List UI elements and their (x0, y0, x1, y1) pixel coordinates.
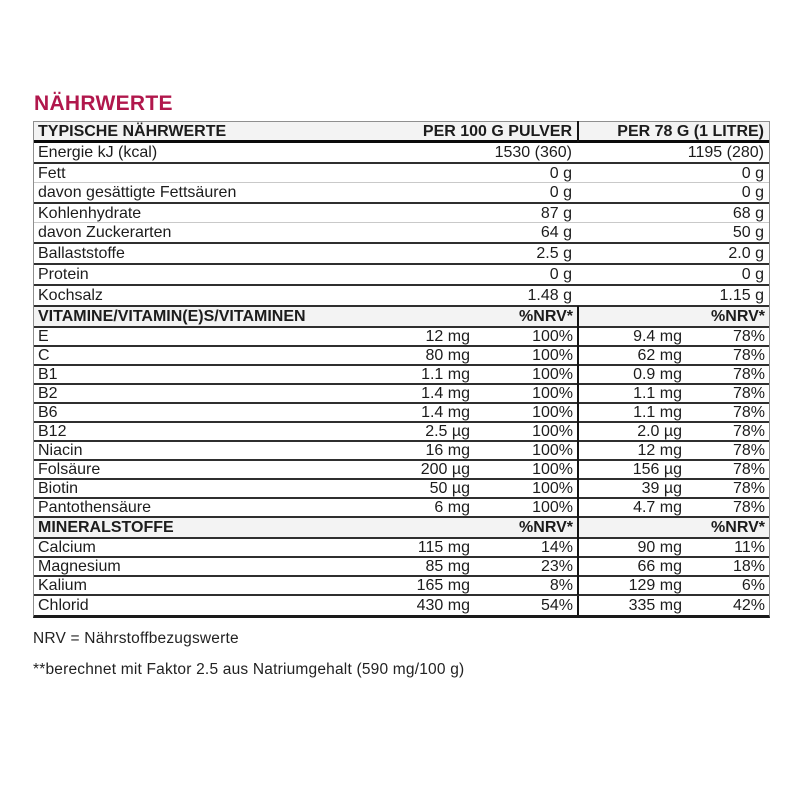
nrv-per-78g: 11% (734, 539, 765, 556)
value-per-100g: 87 g (540, 204, 572, 222)
amount-per-78g: 9.4 mg (577, 327, 687, 346)
amount-per-100g: 6 mg (434, 499, 470, 516)
nutrient-label: Ballaststoffe (38, 245, 125, 262)
minerals-section-header (34, 518, 769, 539)
amount-per-78g: 12 mg (577, 441, 687, 460)
nrv-per-100g: 23% (540, 558, 573, 575)
nrv-per-100g: 100% (532, 423, 573, 440)
nrv-per-78g: 6% (741, 577, 765, 594)
value-per-78g: 0 g (741, 266, 764, 283)
nutrient-group (34, 265, 769, 286)
amount-per-78g: 335 mg (577, 596, 687, 615)
vitamins-section-label: VITAMINE/VITAMIN(E)S/VITAMINEN (38, 308, 306, 325)
amount-per-100g: 50 µg (429, 480, 470, 497)
nrv-per-100g: 100% (532, 499, 573, 516)
minerals-rows (34, 539, 769, 615)
nutrient-row (34, 143, 769, 162)
value-per-78g: 0 g (741, 164, 764, 182)
nutrient-group (34, 143, 769, 164)
value-per-100g: 1.48 g (527, 287, 572, 304)
nutrient-row (34, 265, 769, 284)
amount-per-78g: 129 mg (577, 576, 687, 595)
vitamin-label: B2 (38, 385, 58, 402)
header-col-nutrients: TYPISCHE NÄHRWERTE (38, 122, 227, 140)
nutrient-label: davon gesättigte Fettsäuren (38, 184, 237, 201)
vitamin-row (34, 328, 769, 347)
vitamins-rows (34, 328, 769, 518)
nrv-per-78g: 78% (732, 442, 765, 459)
amount-per-100g: 1.4 mg (421, 385, 470, 402)
vitamin-label: B6 (38, 404, 58, 421)
nutrition-table (33, 121, 770, 618)
value-per-78g: 2.0 g (728, 245, 764, 262)
amount-per-78g: 90 mg (577, 538, 687, 557)
value-per-78g: 68 g (732, 204, 764, 222)
amount-per-78g: 39 µg (577, 479, 687, 498)
nrv-per-100g: 100% (532, 480, 573, 497)
vitamin-label: B12 (38, 423, 67, 440)
nutrient-label: Energie kJ (kcal) (38, 144, 158, 161)
mineral-row (34, 596, 769, 615)
nrv-per-100g: 100% (532, 328, 573, 345)
amount-per-100g: 16 mg (425, 442, 470, 459)
nrv-per-78g: 78% (732, 347, 765, 364)
vitamin-row (34, 385, 769, 404)
vitamin-row (34, 499, 769, 518)
nrv-per-78g: 78% (732, 423, 765, 440)
nutrient-label: Fett (38, 164, 66, 182)
nutrient-row (34, 183, 769, 202)
minerals-section-label: MINERALSTOFFE (38, 519, 174, 536)
vitamin-label: Biotin (38, 480, 79, 497)
amount-per-100g: 115 mg (417, 539, 470, 556)
vitamin-label: E (38, 328, 49, 345)
nrv-per-100g: 100% (532, 347, 573, 364)
vitamin-row (34, 347, 769, 366)
page-title: NÄHRWERTE (34, 92, 173, 115)
nrv-per-100g: 100% (532, 385, 573, 402)
nutrient-group (34, 286, 769, 307)
basic-nutrients-section (34, 143, 769, 307)
nrv-per-78g: 78% (732, 499, 765, 516)
amount-per-78g: 1.1 mg (577, 403, 687, 422)
nrv-per-78g: 42% (732, 597, 765, 614)
value-per-78g: 1.15 g (719, 287, 764, 304)
table-header-row (34, 122, 769, 143)
value-per-78g: 50 g (732, 224, 764, 241)
amount-per-78g: 2.0 µg (577, 422, 687, 441)
nutrient-label: Kochsalz (38, 287, 103, 304)
vitamin-label: Niacin (38, 442, 83, 459)
mineral-row (34, 558, 769, 577)
amount-per-78g: 4.7 mg (577, 498, 687, 517)
nrv-header-per-78g: %NRV* (577, 306, 769, 327)
nutrient-row (34, 286, 769, 305)
vitamin-row (34, 404, 769, 423)
nrv-per-78g: 78% (732, 328, 765, 345)
amount-per-100g: 200 µg (420, 461, 470, 478)
amount-per-78g: 66 mg (577, 557, 687, 576)
amount-per-100g: 85 mg (425, 558, 470, 575)
vitamin-row (34, 461, 769, 480)
vitamin-row (34, 480, 769, 499)
value-per-100g: 0 g (549, 184, 572, 201)
header-col-per-100g: PER 100 G PULVER (422, 122, 572, 140)
nrv-per-78g: 78% (732, 480, 765, 497)
amount-per-100g: 430 mg (416, 597, 470, 614)
vitamin-label: B1 (38, 366, 58, 383)
vitamins-section-header (34, 307, 769, 328)
value-per-78g: 0 g (741, 184, 764, 201)
amount-per-100g: 1.4 mg (421, 404, 470, 421)
vitamin-label: Folsäure (38, 461, 101, 478)
value-per-78g: 1195 (280) (687, 144, 764, 161)
nrv-per-100g: 100% (532, 366, 573, 383)
amount-per-78g: 1.1 mg (577, 384, 687, 403)
amount-per-100g: 80 mg (425, 347, 470, 364)
nrv-per-100g: 14% (540, 539, 573, 556)
amount-per-78g: 156 µg (577, 460, 687, 479)
vitamin-row (34, 423, 769, 442)
mineral-row (34, 539, 769, 558)
nrv-per-100g: 8% (549, 577, 573, 594)
nrv-per-100g: 100% (532, 442, 573, 459)
nutrient-group (34, 164, 769, 204)
amount-per-100g: 12 mg (425, 328, 470, 345)
nutrient-label: Kohlenhydrate (38, 204, 142, 222)
nutrient-row (34, 164, 769, 183)
mineral-label: Kalium (38, 577, 87, 594)
mineral-label: Magnesium (38, 558, 121, 575)
nutrient-row (34, 244, 769, 263)
header-col-per-78g: PER 78 G (1 LITRE) (577, 121, 769, 142)
nrv-per-78g: 18% (732, 558, 765, 575)
nrv-header-per-100g: %NRV* (519, 308, 573, 325)
amount-per-100g: 1.1 mg (421, 366, 470, 383)
nrv-per-78g: 78% (732, 366, 765, 383)
value-per-100g: 0 g (549, 266, 572, 283)
nutrient-label: davon Zuckerarten (38, 224, 172, 241)
vitamin-row (34, 442, 769, 461)
nrv-per-78g: 78% (732, 404, 765, 421)
nrv-per-100g: 100% (532, 461, 573, 478)
value-per-100g: 2.5 g (536, 245, 572, 262)
nutrient-label: Protein (38, 266, 89, 283)
nrv-per-78g: 78% (732, 461, 765, 478)
footnotes (33, 630, 770, 679)
footnote-salt-factor: **berechnet mit Faktor 2.5 aus Natriumgehalt (590 mg/100 g) (33, 661, 465, 678)
nutrient-row (34, 223, 769, 242)
footnote-nrv: NRV = Nährstoffbezugswerte (33, 630, 239, 647)
value-per-100g: 1530 (360) (494, 144, 572, 161)
value-per-100g: 64 g (540, 224, 572, 241)
amount-per-100g: 2.5 µg (425, 423, 470, 440)
vitamin-row (34, 366, 769, 385)
nutrient-group (34, 244, 769, 265)
nrv-per-100g: 54% (540, 597, 573, 614)
mineral-label: Chlorid (38, 597, 89, 614)
nutrient-group (34, 204, 769, 244)
nrv-per-100g: 100% (532, 404, 573, 421)
value-per-100g: 0 g (549, 164, 572, 182)
amount-per-78g: 62 mg (577, 346, 687, 365)
vitamin-label: Pantothensäure (38, 499, 151, 516)
nrv-per-78g: 78% (732, 385, 765, 402)
nrv-header-per-100g: %NRV* (519, 519, 573, 536)
mineral-row (34, 577, 769, 596)
vitamin-label: C (38, 347, 50, 364)
amount-per-78g: 0.9 mg (577, 365, 687, 384)
nutrient-row (34, 204, 769, 223)
mineral-label: Calcium (38, 539, 96, 556)
amount-per-100g: 165 mg (416, 577, 470, 594)
nrv-header-per-78g: %NRV* (577, 517, 769, 538)
